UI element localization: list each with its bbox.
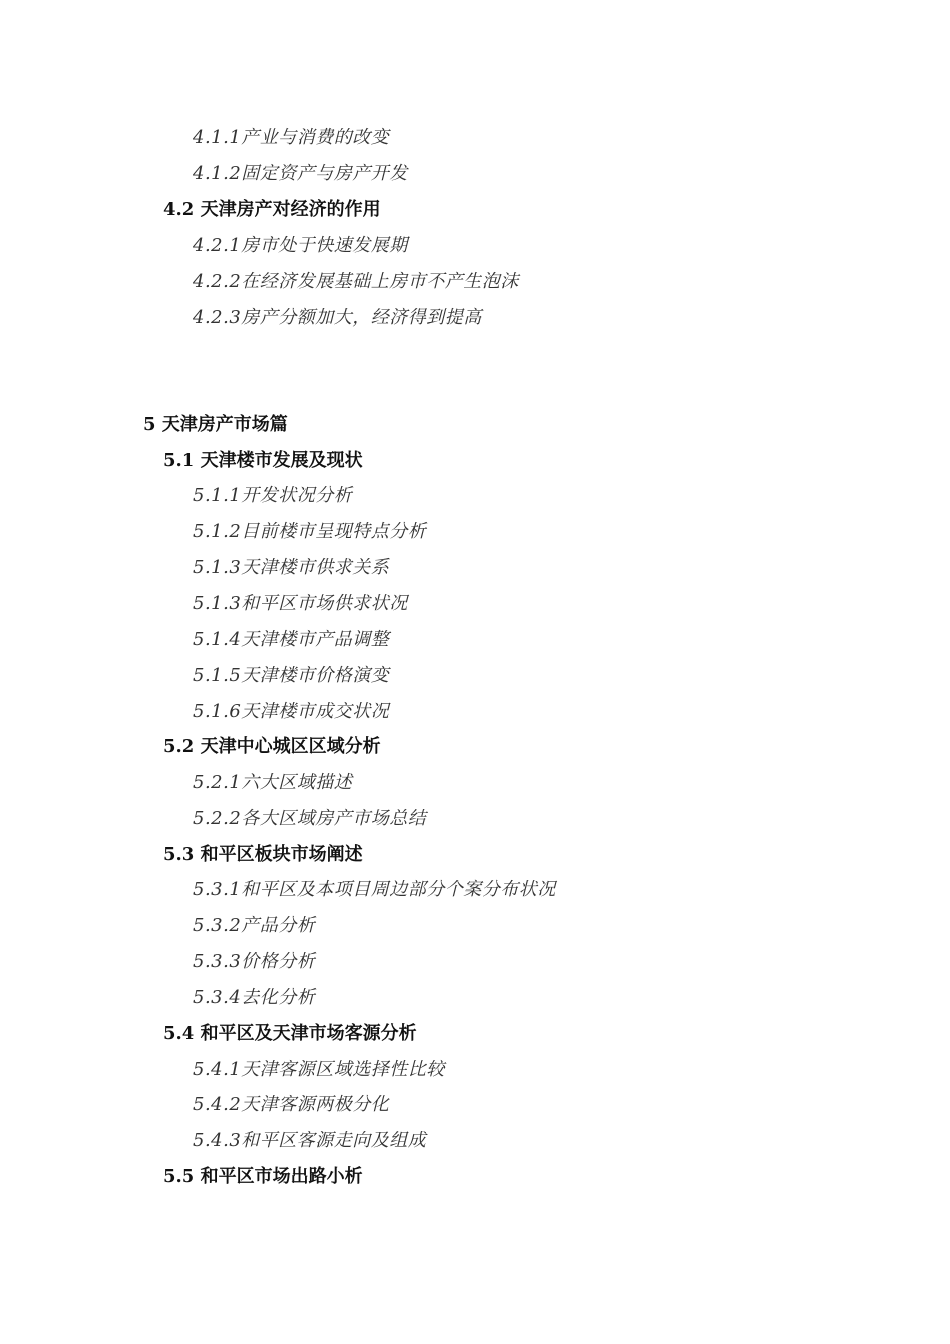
toc-section-heading: 5.3 和平区板块市场阐述: [163, 844, 363, 865]
toc-entry: 4.2.2在经济发展基础上房市不产生泡沫: [193, 271, 519, 292]
toc-entry: 5.3.3价格分析: [193, 951, 316, 972]
toc-entry: 5.3.4去化分析: [193, 987, 316, 1008]
toc-section-heading: 5.5 和平区市场出路小析: [163, 1166, 363, 1187]
toc-section-heading: 5.1 天津楼市发展及现状: [163, 450, 363, 471]
toc-entry: 5.3.1和平区及本项目周边部分个案分布状况: [193, 879, 556, 900]
toc-section-heading: 5.2 天津中心城区区域分析: [163, 736, 381, 757]
toc-section-heading: 5.4 和平区及天津市场客源分析: [163, 1023, 417, 1044]
toc-entry: 4.2.3房产分额加大，经济得到提高: [193, 307, 482, 328]
toc-entry: 5.1.3天津楼市供求关系: [193, 557, 390, 578]
toc-entry: 5.2.2各大区域房产市场总结: [193, 808, 427, 829]
toc-entry: 4.1.2固定资产与房产开发: [193, 163, 408, 184]
toc-entry: 5.4.3和平区客源走向及组成: [193, 1130, 427, 1151]
toc-entry: 5.4.2天津客源两极分化: [193, 1094, 390, 1115]
toc-chapter-heading: 5 天津房产市场篇: [143, 414, 288, 435]
toc-entry: 5.1.3和平区市场供求状况: [193, 593, 408, 614]
toc-entry: 5.3.2产品分析: [193, 915, 316, 936]
toc-entry: 5.1.2目前楼市呈现特点分析: [193, 521, 427, 542]
toc-entry: 5.4.1天津客源区域选择性比较: [193, 1059, 445, 1080]
toc-entry: 4.1.1产业与消费的改变: [193, 127, 390, 148]
toc-section-heading: 4.2 天津房产对经济的作用: [163, 199, 381, 220]
toc-entry: 5.2.1六大区域描述: [193, 772, 353, 793]
toc-entry: 5.1.4天津楼市产品调整: [193, 629, 390, 650]
toc-entry: 5.1.6天津楼市成交状况: [193, 701, 390, 722]
toc-entry: 5.1.5天津楼市价格演变: [193, 665, 390, 686]
toc-entry: 4.2.1房市处于快速发展期: [193, 235, 408, 256]
toc-entry: 5.1.1开发状况分析: [193, 485, 353, 506]
